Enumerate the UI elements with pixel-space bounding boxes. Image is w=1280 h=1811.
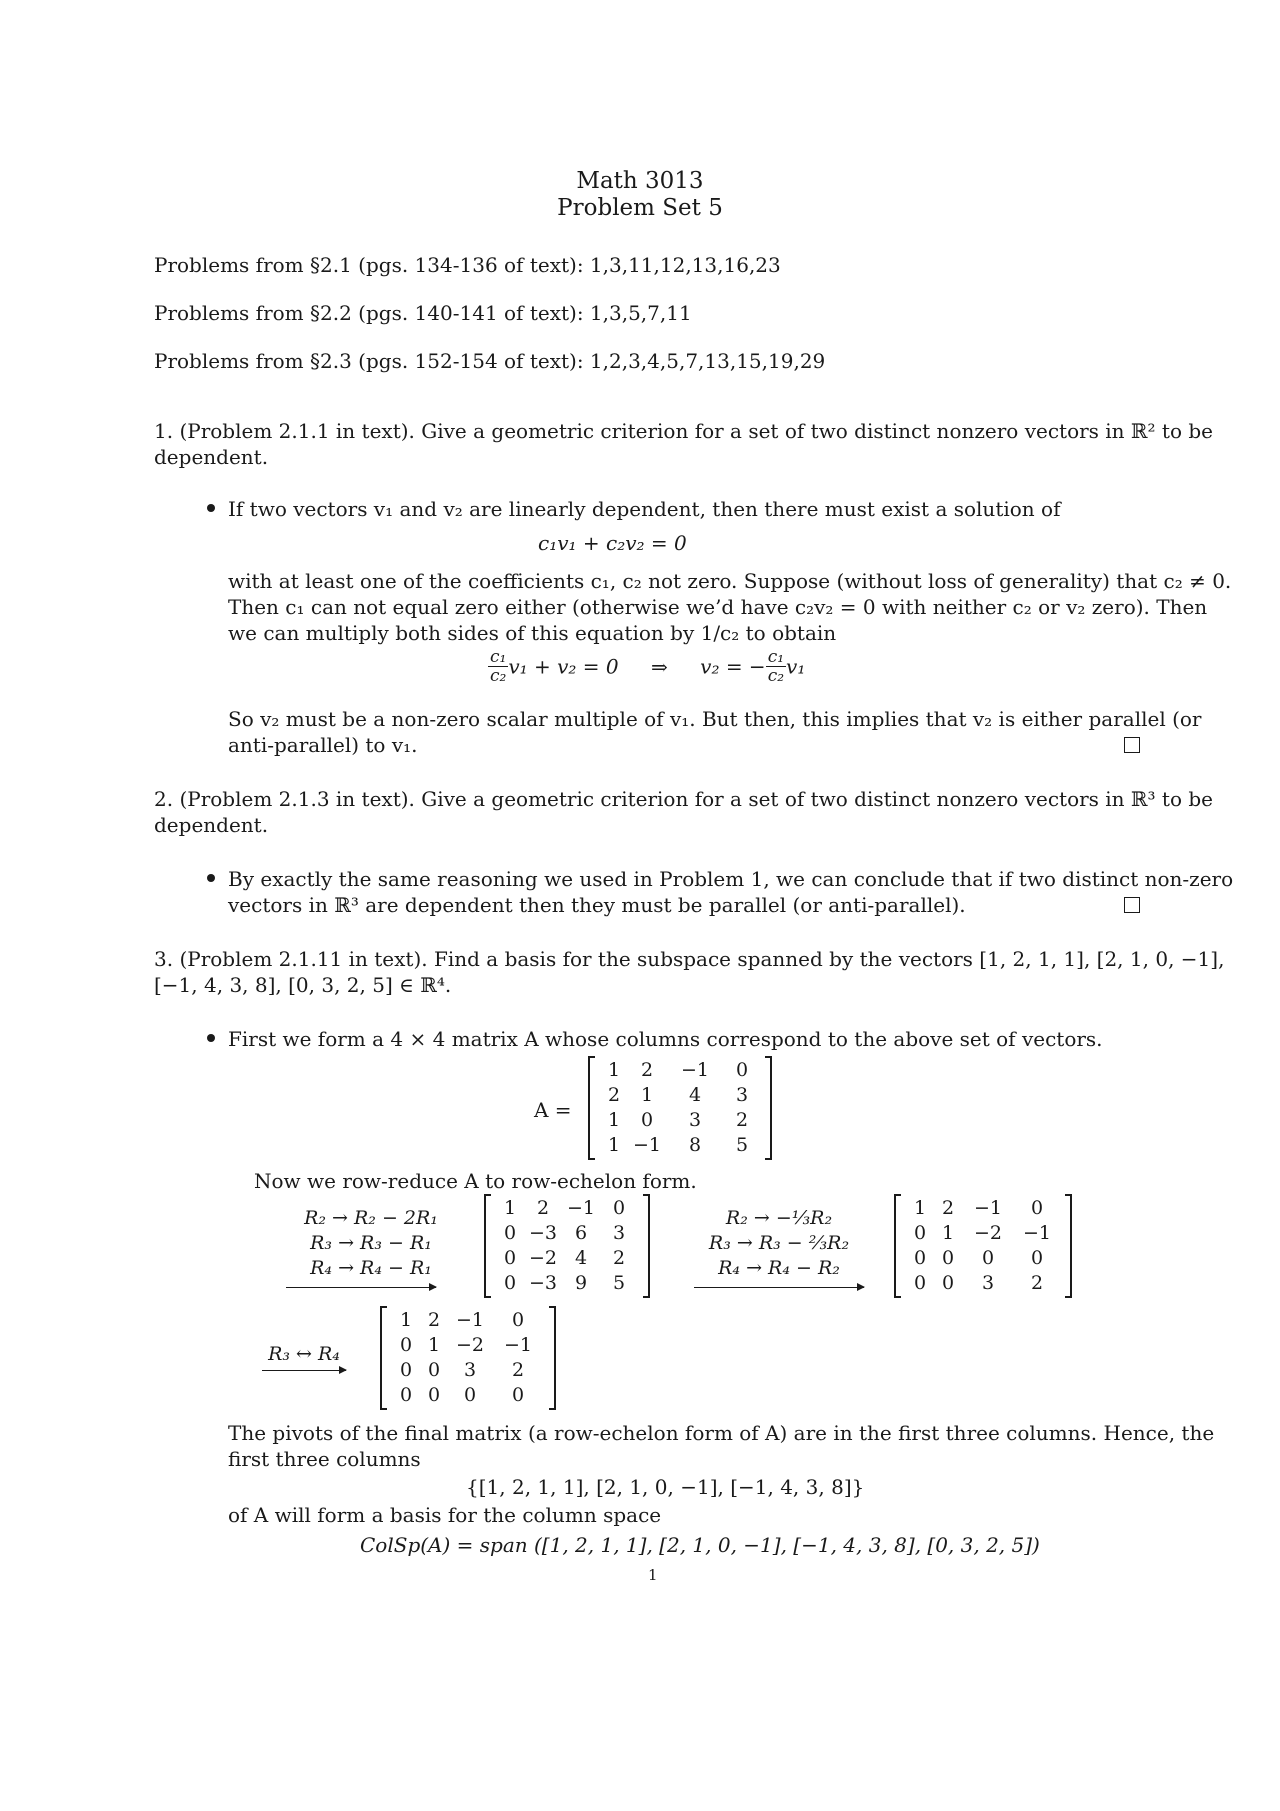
matrix-cell: 0: [735, 1059, 749, 1081]
matrix-cell: 2: [511, 1359, 525, 1381]
problem3-text: The pivots of the final matrix (a row-echelon form of A) are in the first three columns. Hence, the: [228, 1421, 1215, 1445]
implies-icon: ⇒: [651, 654, 668, 679]
matrix-cell: −3: [528, 1222, 557, 1244]
problem1-statement: 1. (Problem 2.1.1 in text). Give a geometric criterion for a set of two distinct nonzero vectors in ℝ² to be: [154, 419, 1213, 443]
matrix-cell: 3: [463, 1359, 477, 1381]
matrix-cell: 0: [463, 1384, 477, 1406]
qed-icon: [1124, 897, 1140, 913]
matrix-cell: 2: [612, 1247, 626, 1269]
matrix-row: [392, 1333, 544, 1358]
row-operation: R₂ → R₂ − 2R₁: [304, 1207, 438, 1229]
matrix-cell: 0: [503, 1272, 517, 1294]
matrix-cell: 0: [427, 1384, 441, 1406]
bullet-icon: [207, 874, 215, 882]
matrix-cell: 0: [399, 1334, 413, 1356]
arrow-icon: [286, 1287, 436, 1288]
problem2-statement: 2. (Problem 2.1.3 in text). Give a geometric criterion for a set of two distinct nonzero vectors in ℝ³ to be: [154, 787, 1213, 811]
matrix-cell: −3: [528, 1272, 557, 1294]
matrix-cell: 0: [640, 1109, 654, 1131]
problem1-text: Then c₁ can not equal zero either (otherwise we’d have c₂v₂ = 0 with neither c₂ or v₂ zero). Then: [228, 595, 1208, 619]
matrix-cell: 3: [981, 1272, 995, 1294]
assignment-line: Problems from §2.3 (pgs. 152-154 of text): 1,2,3,4,5,7,13,15,19,29: [154, 349, 826, 373]
problem1-equation: c₁v₁ + c₂v₂ = 0: [538, 531, 687, 555]
matrix-cell: −1: [680, 1059, 709, 1081]
matrix-row: [906, 1246, 1060, 1271]
matrix-cell: 9: [574, 1272, 588, 1294]
problem3-statement-cont: [−1, 4, 3, 8], [0, 3, 2, 5] ∈ ℝ⁴.: [154, 973, 452, 997]
problem1-text: If two vectors v₁ and v₂ are linearly dependent, then there must exist a solution of: [228, 497, 1061, 521]
assignment-line: Problems from §2.1 (pgs. 134-136 of text): 1,3,11,12,13,16,23: [154, 253, 781, 277]
matrix-cell: −1: [566, 1197, 595, 1219]
matrix-cell: 0: [1030, 1247, 1044, 1269]
fraction-denominator: c₂: [767, 666, 785, 686]
fraction-numerator: c₁: [490, 647, 507, 667]
matrix-row: [496, 1221, 638, 1246]
problem3-statement: 3. (Problem 2.1.11 in text). Find a basis for the subspace spanned by the vectors [1, 2, 1, 1], [2, 1, 0, −1],: [154, 947, 1225, 971]
row-operation: R₃ ↔ R₄: [268, 1343, 340, 1365]
matrix-row: [392, 1383, 544, 1408]
matrix-cell: 1: [913, 1197, 927, 1219]
matrix-d: [380, 1306, 556, 1410]
matrix-cell: 2: [427, 1309, 441, 1331]
problem3-text: First we form a 4 × 4 matrix A whose columns correspond to the above set of vectors.: [228, 1027, 1103, 1051]
matrix-cell: −2: [528, 1247, 557, 1269]
matrix-row: [600, 1108, 760, 1133]
matrix-b: [484, 1194, 650, 1298]
matrix-row: [392, 1308, 544, 1333]
matrix-cell: 0: [913, 1272, 927, 1294]
problem1-text: So v₂ must be a non-zero scalar multiple of v₁. But then, this implies that v₂ is either parallel (or: [228, 707, 1202, 731]
matrix-cell: 0: [913, 1222, 927, 1244]
matrix-cell: 6: [574, 1222, 588, 1244]
matrix-a: [588, 1056, 772, 1160]
arrow-icon: [694, 1287, 864, 1288]
fraction-denominator: c₂: [490, 666, 507, 686]
problem3-text: of A will form a basis for the column space: [228, 1503, 662, 1527]
matrix-cell: 2: [640, 1059, 654, 1081]
matrix-cell: 0: [981, 1247, 995, 1269]
matrix-row: [392, 1358, 544, 1383]
matrix-cell: 0: [941, 1247, 955, 1269]
matrix-cell: 3: [735, 1084, 749, 1106]
matrix-cell: 5: [612, 1272, 626, 1294]
matrix-cell: 0: [399, 1359, 413, 1381]
problem2-text: vectors in ℝ³ are dependent then they must be parallel (or anti-parallel).: [228, 893, 966, 917]
matrix-row: [496, 1271, 638, 1296]
matrix-cell: 0: [511, 1309, 525, 1331]
basis-set: {[1, 2, 1, 1], [2, 1, 0, −1], [−1, 4, 3, 8]}: [466, 1475, 865, 1499]
row-operation: R₃ → R₃ − ⅔R₂: [708, 1232, 850, 1254]
matrix-cell: 1: [941, 1222, 955, 1244]
matrix-cell: 1: [503, 1197, 517, 1219]
matrix-a-label: A =: [534, 1098, 572, 1122]
problem3-text: Now we row-reduce A to row-echelon form.: [254, 1169, 697, 1193]
column-space-equation: ColSp(A) = span ([1, 2, 1, 1], [2, 1, 0, −1], [−1, 4, 3, 8], [0, 3, 2, 5]): [360, 1533, 1040, 1557]
matrix-cell: 1: [607, 1134, 621, 1156]
matrix-cell: 2: [735, 1109, 749, 1131]
matrix-cell: −1: [455, 1309, 484, 1331]
matrix-row: [600, 1058, 760, 1083]
matrix-cell: −1: [632, 1134, 661, 1156]
assignment-line: Problems from §2.2 (pgs. 140-141 of text): 1,3,5,7,11: [154, 301, 692, 325]
problem1-equation-2: [488, 648, 805, 685]
matrix-cell: 1: [640, 1084, 654, 1106]
problem1-text: with at least one of the coefficients c₁, c₂ not zero. Suppose (without loss of generality) that c₂ ≠ 0.: [228, 569, 1232, 593]
matrix-cell: 0: [913, 1247, 927, 1269]
problem2-text: By exactly the same reasoning we used in Problem 1, we can conclude that if two distinct non-zero: [228, 867, 1234, 891]
problem1-statement-cont: dependent.: [154, 445, 269, 469]
matrix-cell: 3: [688, 1109, 702, 1131]
matrix-row: [496, 1246, 638, 1271]
matrix-row: [600, 1133, 760, 1158]
matrix-row: [906, 1221, 1060, 1246]
matrix-cell: 4: [574, 1247, 588, 1269]
matrix-cell: −2: [455, 1334, 484, 1356]
matrix-cell: 0: [941, 1272, 955, 1294]
matrix-row: [906, 1196, 1060, 1221]
matrix-cell: 0: [503, 1222, 517, 1244]
problem-set-title: Problem Set 5: [557, 195, 723, 221]
row-operation: R₂ → −⅓R₂: [725, 1207, 833, 1229]
matrix-cell: 2: [607, 1084, 621, 1106]
matrix-cell: 0: [511, 1384, 525, 1406]
problem1-text: anti-parallel) to v₁.: [228, 733, 418, 757]
matrix-cell: 0: [503, 1247, 517, 1269]
course-title: Math 3013: [576, 168, 704, 194]
matrix-c: [894, 1194, 1072, 1298]
matrix-cell: 1: [607, 1109, 621, 1131]
matrix-row: [496, 1196, 638, 1221]
page-number: 1: [648, 1566, 658, 1584]
matrix-cell: 8: [688, 1134, 702, 1156]
matrix-cell: −1: [973, 1197, 1002, 1219]
matrix-cell: 2: [941, 1197, 955, 1219]
matrix-row: [906, 1271, 1060, 1296]
matrix-cell: 2: [536, 1197, 550, 1219]
problem2-statement-cont: dependent.: [154, 813, 269, 837]
problem3-text: first three columns: [228, 1447, 421, 1471]
matrix-cell: 2: [1030, 1272, 1044, 1294]
matrix-cell: 0: [399, 1384, 413, 1406]
row-operation: R₃ → R₃ − R₁: [310, 1232, 432, 1254]
matrix-cell: −2: [973, 1222, 1002, 1244]
matrix-cell: 0: [612, 1197, 626, 1219]
matrix-cell: 3: [612, 1222, 626, 1244]
row-operation: R₄ → R₄ − R₁: [310, 1257, 432, 1279]
bullet-icon: [207, 1034, 215, 1042]
matrix-cell: 5: [735, 1134, 749, 1156]
matrix-cell: −1: [1022, 1222, 1051, 1244]
equation-part: v₁: [786, 654, 806, 679]
matrix-cell: 4: [688, 1084, 702, 1106]
qed-icon: [1124, 737, 1140, 753]
equation-part: v₁ + v₂ = 0: [508, 654, 619, 679]
matrix-cell: −1: [503, 1334, 532, 1356]
arrow-icon: [262, 1370, 346, 1371]
matrix-cell: 0: [427, 1359, 441, 1381]
problem1-text: we can multiply both sides of this equation by 1/c₂ to obtain: [228, 621, 837, 645]
equation-part: v₂ = −: [700, 654, 766, 679]
bullet-icon: [207, 504, 215, 512]
matrix-cell: 1: [607, 1059, 621, 1081]
row-operation: R₄ → R₄ − R₂: [718, 1257, 840, 1279]
matrix-cell: 1: [399, 1309, 413, 1331]
fraction-numerator: c₁: [767, 647, 785, 667]
matrix-row: [600, 1083, 760, 1108]
matrix-cell: 0: [1030, 1197, 1044, 1219]
matrix-cell: 1: [427, 1334, 441, 1356]
